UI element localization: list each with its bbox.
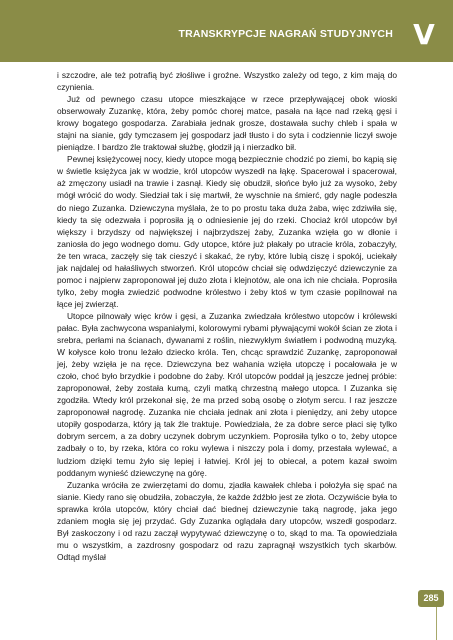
section-title: TRANSKRYPCJE NAGRAŃ STUDYJNYCH	[178, 28, 393, 40]
paragraph: Zuzanka wróciła ze zwierzętami do domu, zjadła kawałek chleba i położyła się spać na sianie. Kiedy rano się obudziła, zobaczyła, że każde źdźbło jest ze złota. Oczywiście była to sprawka króla utopców, który chciał dać biednej dziewczynie taką nagrodę, jaka jego zdaniem mogła się jej przydać. Gdy Zuzanka oglądała dary utopców, wszedł gospodarz. Był zaskoczony i od razu zaczął wypytywać dziewczynę o to, skąd to ma. Ta opowiedziała mu o wszystkim, a zazdrosny gospodarz od razu zapragnął wszystkich tych skarbów. Odtąd myślał	[57, 479, 397, 562]
page-number: 285	[418, 590, 444, 607]
header-band	[0, 0, 453, 62]
paragraph: i szczodre, ale też potrafią być złośliwe i groźne. Wszystko zależy od tego, z kim mają do czynienia.	[57, 70, 397, 93]
paragraph: Utopce pilnowały więc krów i gęsi, a Zuzanka zwiedzała królestwo utopców i królewski pałac. Była zachwycona wspaniałymi, kolorowymi rybami pływającymi wokół ścian ze złota i srebra, perłami na ścianach, dywanami z roślin, niezwykłym światłem i podwodną muzyką. W kołysce koło tronu leżało dziecko króla. Ten, chcąc sprawdzić Zuzankę, zaproponował jej, żeby wzięła je na ręce. Dziewczyna bez wahania wzięła utopczę i pocałowała je w czoło, choć było brzydkie i podobne do żaby. Król utopców poddał ją jeszcze jednej próbie: zaproponował, żeby została kumą, czyli matką chrzestną małego utopca. I Zuzanka się zgodziła. Wtedy król przekonał się, że ma przed sobą osobę o złotym sercu. I raz jeszcze zaproponował nagrodę. Zuzanka nie chciała jednak ani złota i pieniędzy, ani żeby utopce utopiły gospodarza, który ją tak źle traktuje. Powiedziała, że za dobre serce płaci się tylko dobrym sercem, a za dobry uczynek dobrym uczynkiem. Poprosiła tylko o to, żeby utopce zadbały o to, by rzeka, która co roku wylewa i niszczy pola i domy, przestała wylewać, a ludziom dzięki temu żyło się lepiej i łatwiej. Król jej to obiecał, a potem kazał swoim poddanym wynieść dziewczynę na górę.	[57, 310, 397, 478]
chapter-marker: V	[413, 18, 435, 51]
paragraph: Pewnej księżycowej nocy, kiedy utopce mogą bezpiecznie chodzić po ziemi, bo kąpią się w świetle księżyca jak w wodzie, król utopców wyszedł na łąkę. Spacerował i spacerował, aż zmęczony usiadł na trawie i zasnął. Kiedy się obudził, słońce było już za wysoko, żeby mógł wrócić do wody. Siedział tak i się martwił, że wyschnie na śmierć, gdy nagle podeszła do niego Zuzanka. Dziewczyna myślała, że to po prostu taka duża żaba, więc zdziwiła się, kiedy ta się odezwała i poprosiła ją o odniesienie jej do rzeki. Chociaż król utopców był większy i brzydszy od największej i najbrzydszej żaby, Zuzanka wzięła go w dłonie i zaniosła do jego wodnego domu. Gdy utopce, które już płakały po utracie króla, zobaczyły, że ten wraca, zaczęły się tak cieszyć i skakać, że ryby, które lubią ciszę i spokój, uciekały jak najdalej od hałaśliwych stworzeń. Król utopców chciał się odwdzięczyć dziewczynie za pomoc i najpierw zaproponował jej dużo złota i klejnotów, ale ona ich nie chciała. Poprosiła tylko, żeby mogła zwiedzić podwodne królestwo i żeby ktoś w tym czasie popilnował na łące jej zwierząt.	[57, 154, 397, 309]
paragraph: Już od pewnego czasu utopce mieszkające w rzece przepływającej obok wioski obserwowały Zuzankę, która, żeby pomóc chorej matce, pasała na łące nad rzeką gęsi i krowy bogatego gospodarza. Zarabiała jednak grosze, dostawała suchy chleb i spała w stajni na sianie, gdy tymczasem jej gospodarz jadł tłusto i do syta i codziennie liczył swoje pieniądze. I bardzo źle traktował służbę, głodził ją i nierzadko bił.	[57, 94, 397, 153]
body-text	[57, 69, 397, 563]
